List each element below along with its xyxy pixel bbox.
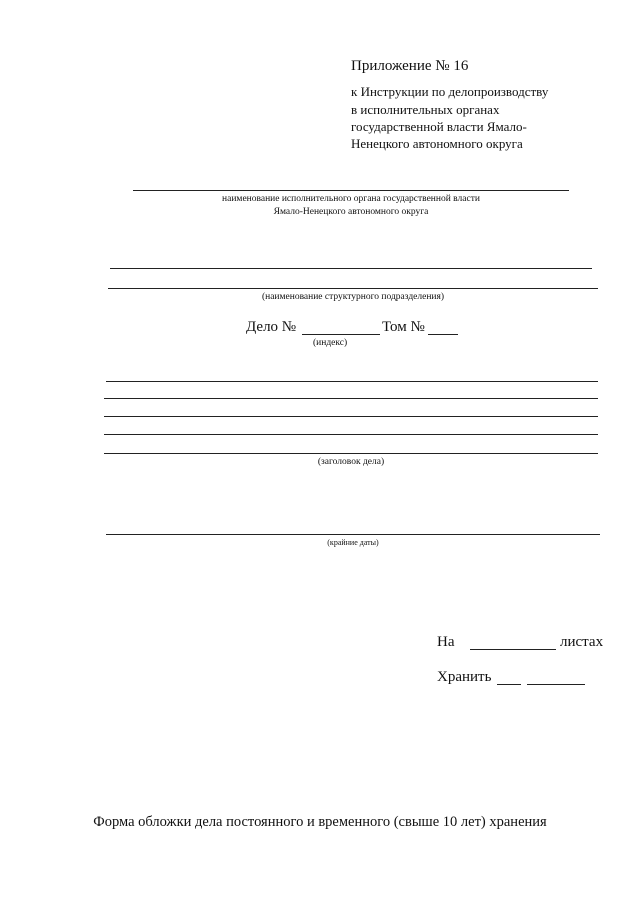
appendix-line-2: в исполнительных органах xyxy=(351,102,500,117)
storage-label: Хранить xyxy=(437,669,492,685)
tom-label: Том № xyxy=(382,319,425,335)
appendix-title: Приложение № 16 xyxy=(351,58,469,74)
sheets-suffix: листах xyxy=(560,634,604,650)
appendix-line-3: государственной власти Ямало- xyxy=(351,119,527,134)
sheets-prefix: На xyxy=(437,634,455,650)
unit-name-line-1 xyxy=(110,268,592,269)
organ-caption-1: наименование исполнительного органа государственной власти xyxy=(222,194,480,204)
storage-line-2 xyxy=(527,684,585,685)
title-line-1 xyxy=(106,381,598,382)
dates-caption: (крайние даты) xyxy=(327,538,379,547)
title-line-5 xyxy=(104,453,598,454)
title-line-3 xyxy=(104,416,598,417)
tom-number-line xyxy=(428,334,458,335)
title-line-2 xyxy=(104,398,598,399)
unit-name-line-2 xyxy=(108,288,598,289)
index-caption: (индекс) xyxy=(313,338,348,348)
appendix-line-1: к Инструкции по делопроизводству xyxy=(351,84,549,99)
organ-caption-2: Ямало-Ненецкого автономного округа xyxy=(273,207,429,217)
title-line-4 xyxy=(104,434,598,435)
organ-name-line xyxy=(133,190,569,191)
delo-label: Дело № xyxy=(246,319,297,335)
unit-caption: (наименование структурного подразделения) xyxy=(261,292,445,302)
delo-index-line xyxy=(302,334,380,335)
storage-line-1 xyxy=(497,684,521,685)
appendix-line-4: Ненецкого автономного округа xyxy=(351,136,523,151)
title-caption: (заголовок дела) xyxy=(317,457,385,467)
dates-line xyxy=(106,534,600,535)
sheets-count-line xyxy=(470,649,556,650)
footer-caption: Форма обложки дела постоянного и временного (свыше 10 лет) хранения xyxy=(93,814,547,830)
